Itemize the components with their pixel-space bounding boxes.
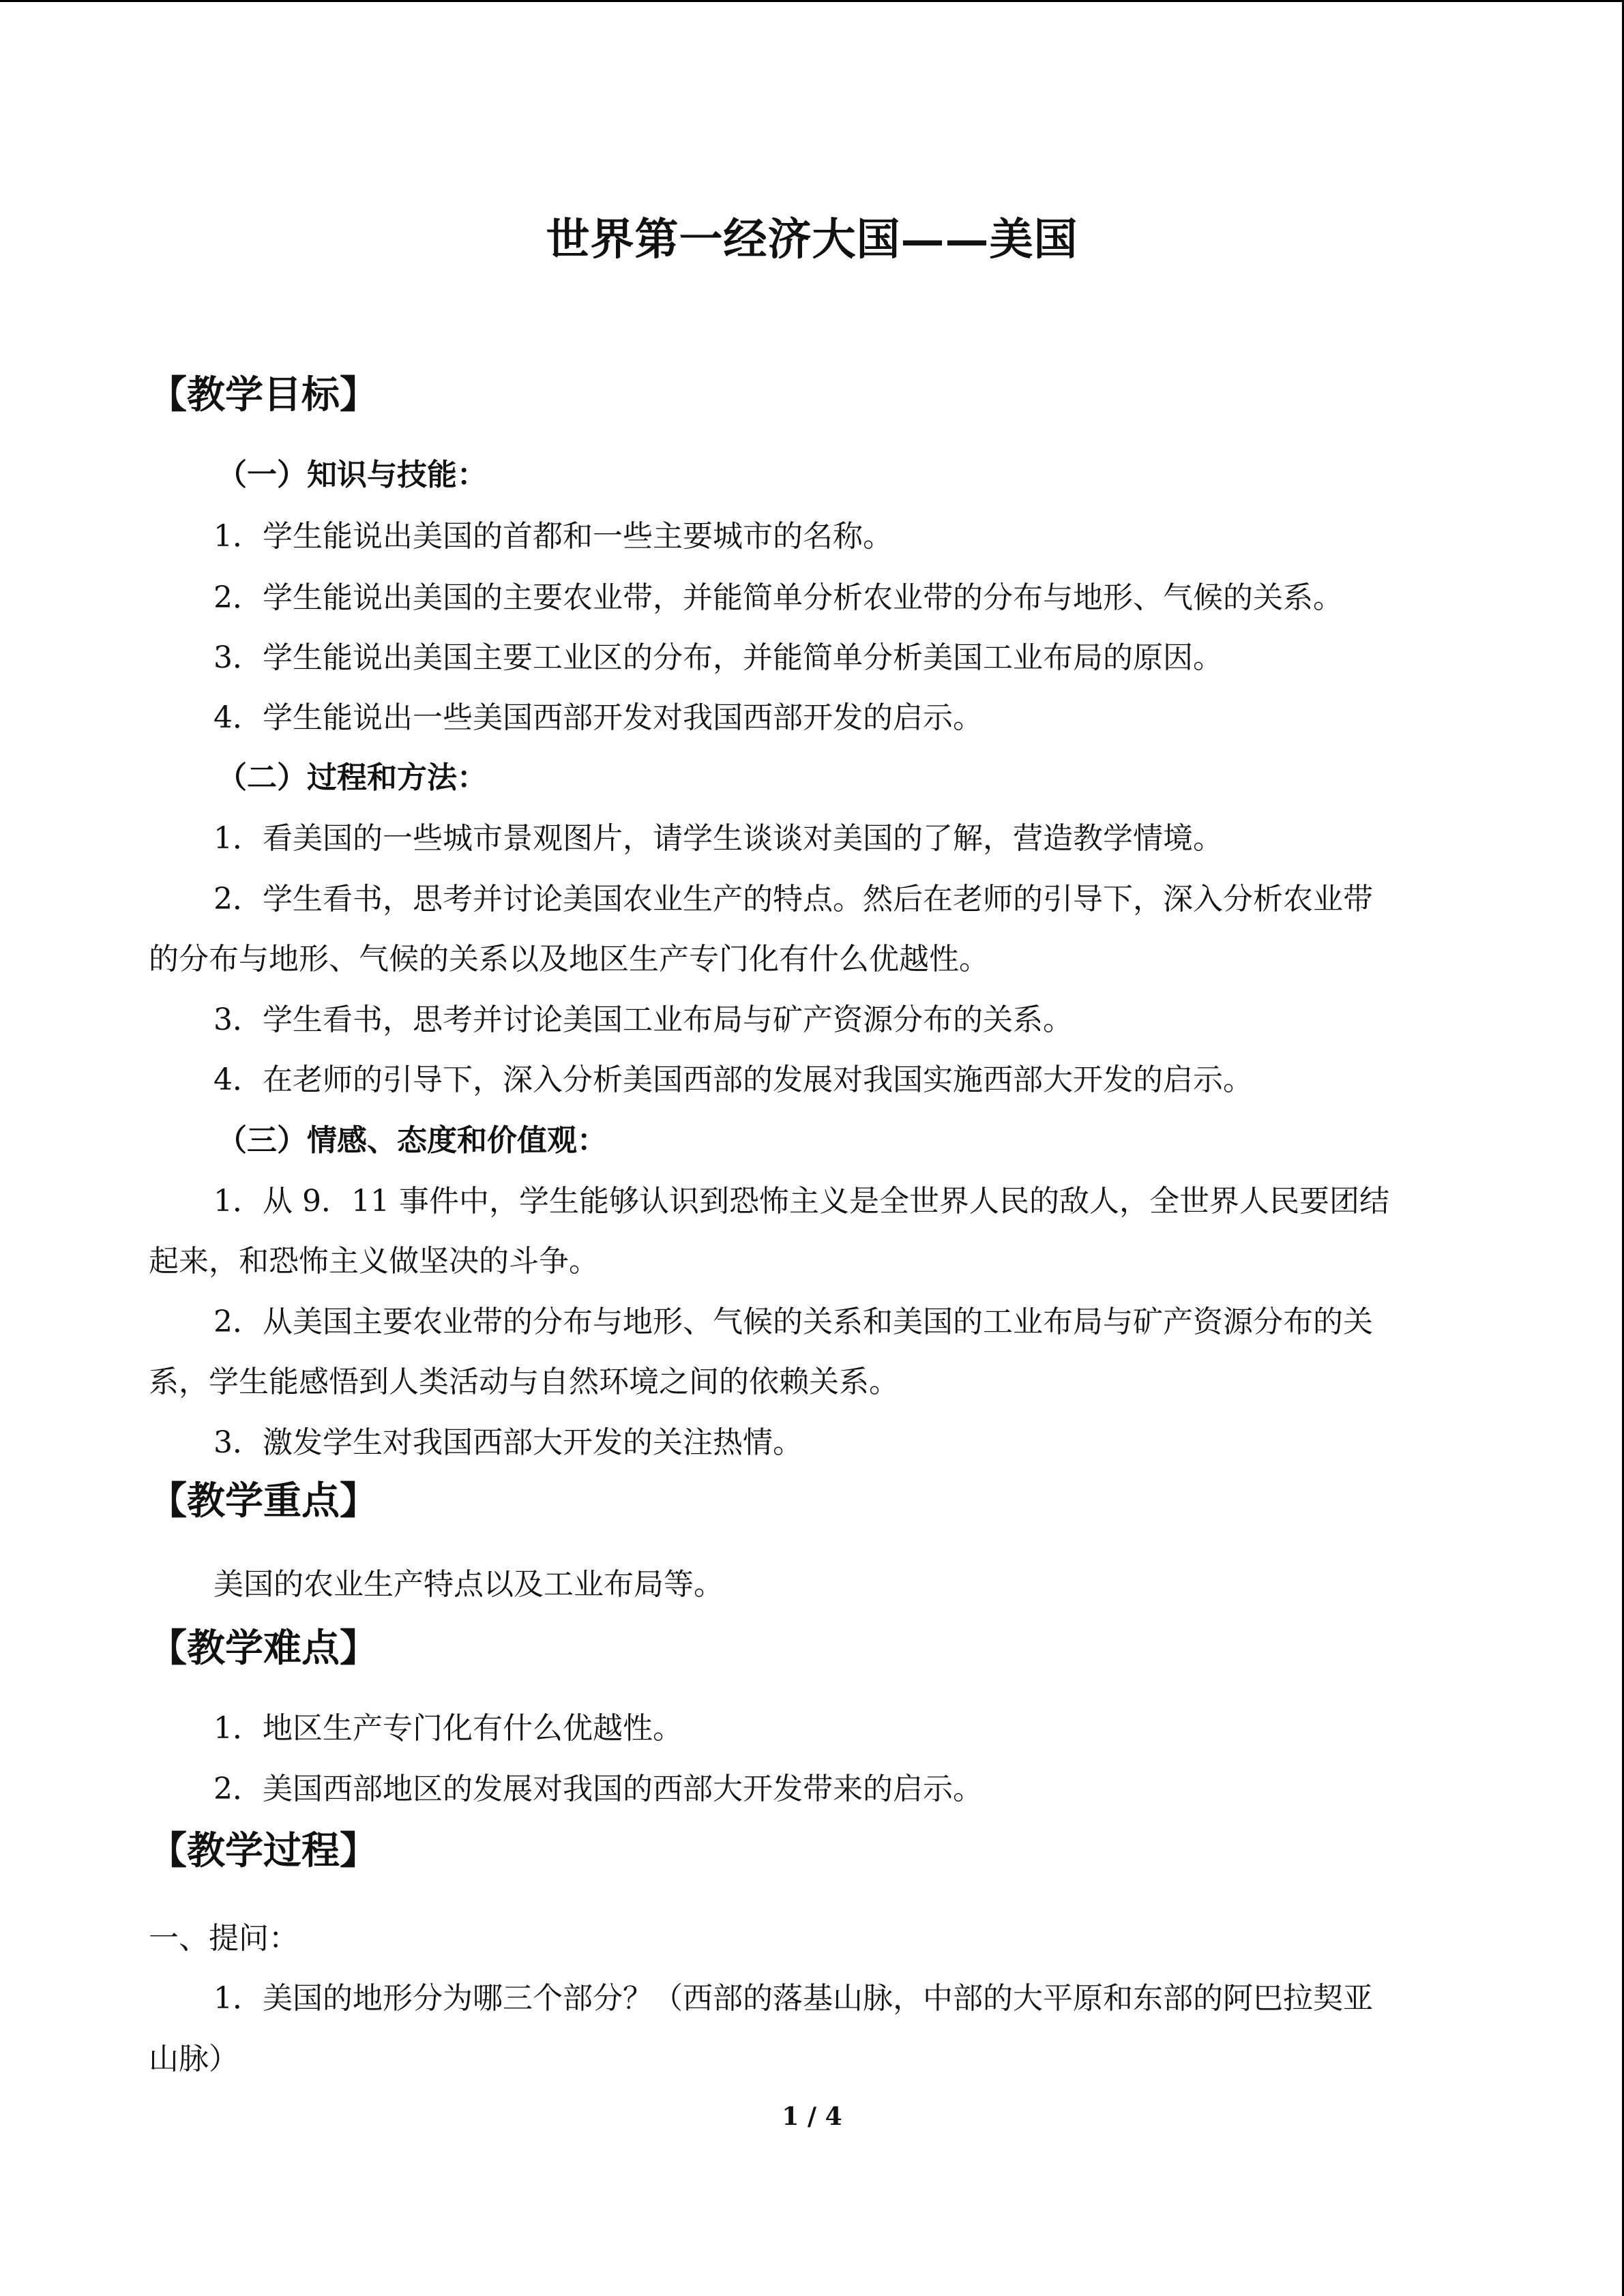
list-item: 4．学生能说出一些美国西部开发对我国西部开发的启示。 <box>213 700 983 735</box>
page-title: 世界第一经济大国——美国 <box>546 214 1078 265</box>
list-item-continued: 系，学生能感悟到人类活动与自然环境之间的依赖关系。 <box>149 1365 899 1399</box>
section-process: 【教学过程】 <box>149 1828 378 1873</box>
subheading-values: （三）情感、态度和价值观： <box>217 1123 607 1158</box>
list-item: 2．学生能说出美国的主要农业带，并能简单分析农业带的分布与地形、气候的关系。 <box>213 580 1343 615</box>
list-item-continued: 山脉） <box>149 2042 239 2076</box>
list-item: 2．学生看书，思考并讨论美国农业生产的特点。然后在老师的引导下，深入分析农业带 <box>213 882 1373 916</box>
list-item: 4．在老师的引导下，深入分析美国西部的发展对我国实施西部大开发的启示。 <box>213 1062 1253 1097</box>
list-item: 3．学生看书，思考并讨论美国工业布局与矿产资源分布的关系。 <box>213 1002 1073 1037</box>
list-item-continued: 起来，和恐怖主义做坚决的斗争。 <box>149 1244 599 1279</box>
page-number: 1 / 4 <box>782 2102 842 2131</box>
list-item: 3．学生能说出美国主要工业区的分布，并能简单分析美国工业布局的原因。 <box>213 640 1223 675</box>
list-item: 2．从美国主要农业带的分布与地形、气候的关系和美国的工业布局与矿产资源分布的关 <box>213 1304 1373 1339</box>
list-item: 1．学生能说出美国的首都和一些主要城市的名称。 <box>213 519 893 554</box>
list-item-continued: 的分布与地形、气候的关系以及地区生产专门化有什么优越性。 <box>149 942 989 976</box>
list-item: 3．激发学生对我国西部大开发的关注热情。 <box>213 1425 803 1460</box>
list-item: 1．看美国的一些城市景观图片，请学生谈谈对美国的了解，营造教学情境。 <box>213 821 1223 856</box>
subheading-knowledge: （一）知识与技能： <box>217 458 487 492</box>
list-item: 1．地区生产专门化有什么优越性。 <box>213 1711 683 1746</box>
subheading-method: （二）过程和方法： <box>217 760 487 795</box>
list-item: 1．从 9．11 事件中，学生能够认识到恐怖主义是全世界人民的敌人，全世界人民要团结 <box>213 1184 1389 1219</box>
section-objectives: 【教学目标】 <box>149 372 378 417</box>
key-point-text: 美国的农业生产特点以及工业布局等。 <box>213 1567 724 1602</box>
top-border <box>0 0 1624 2</box>
list-item: 2．美国西部地区的发展对我国的西部大开发带来的启示。 <box>213 1772 983 1806</box>
list-item: 1．美国的地形分为哪三个部分？（西部的落基山脉，中部的大平原和东部的阿巴拉契亚 <box>213 1981 1373 2016</box>
process-step: 一、提问： <box>149 1921 299 1956</box>
section-key-points: 【教学重点】 <box>149 1478 378 1523</box>
section-difficulties: 【教学难点】 <box>149 1626 378 1671</box>
